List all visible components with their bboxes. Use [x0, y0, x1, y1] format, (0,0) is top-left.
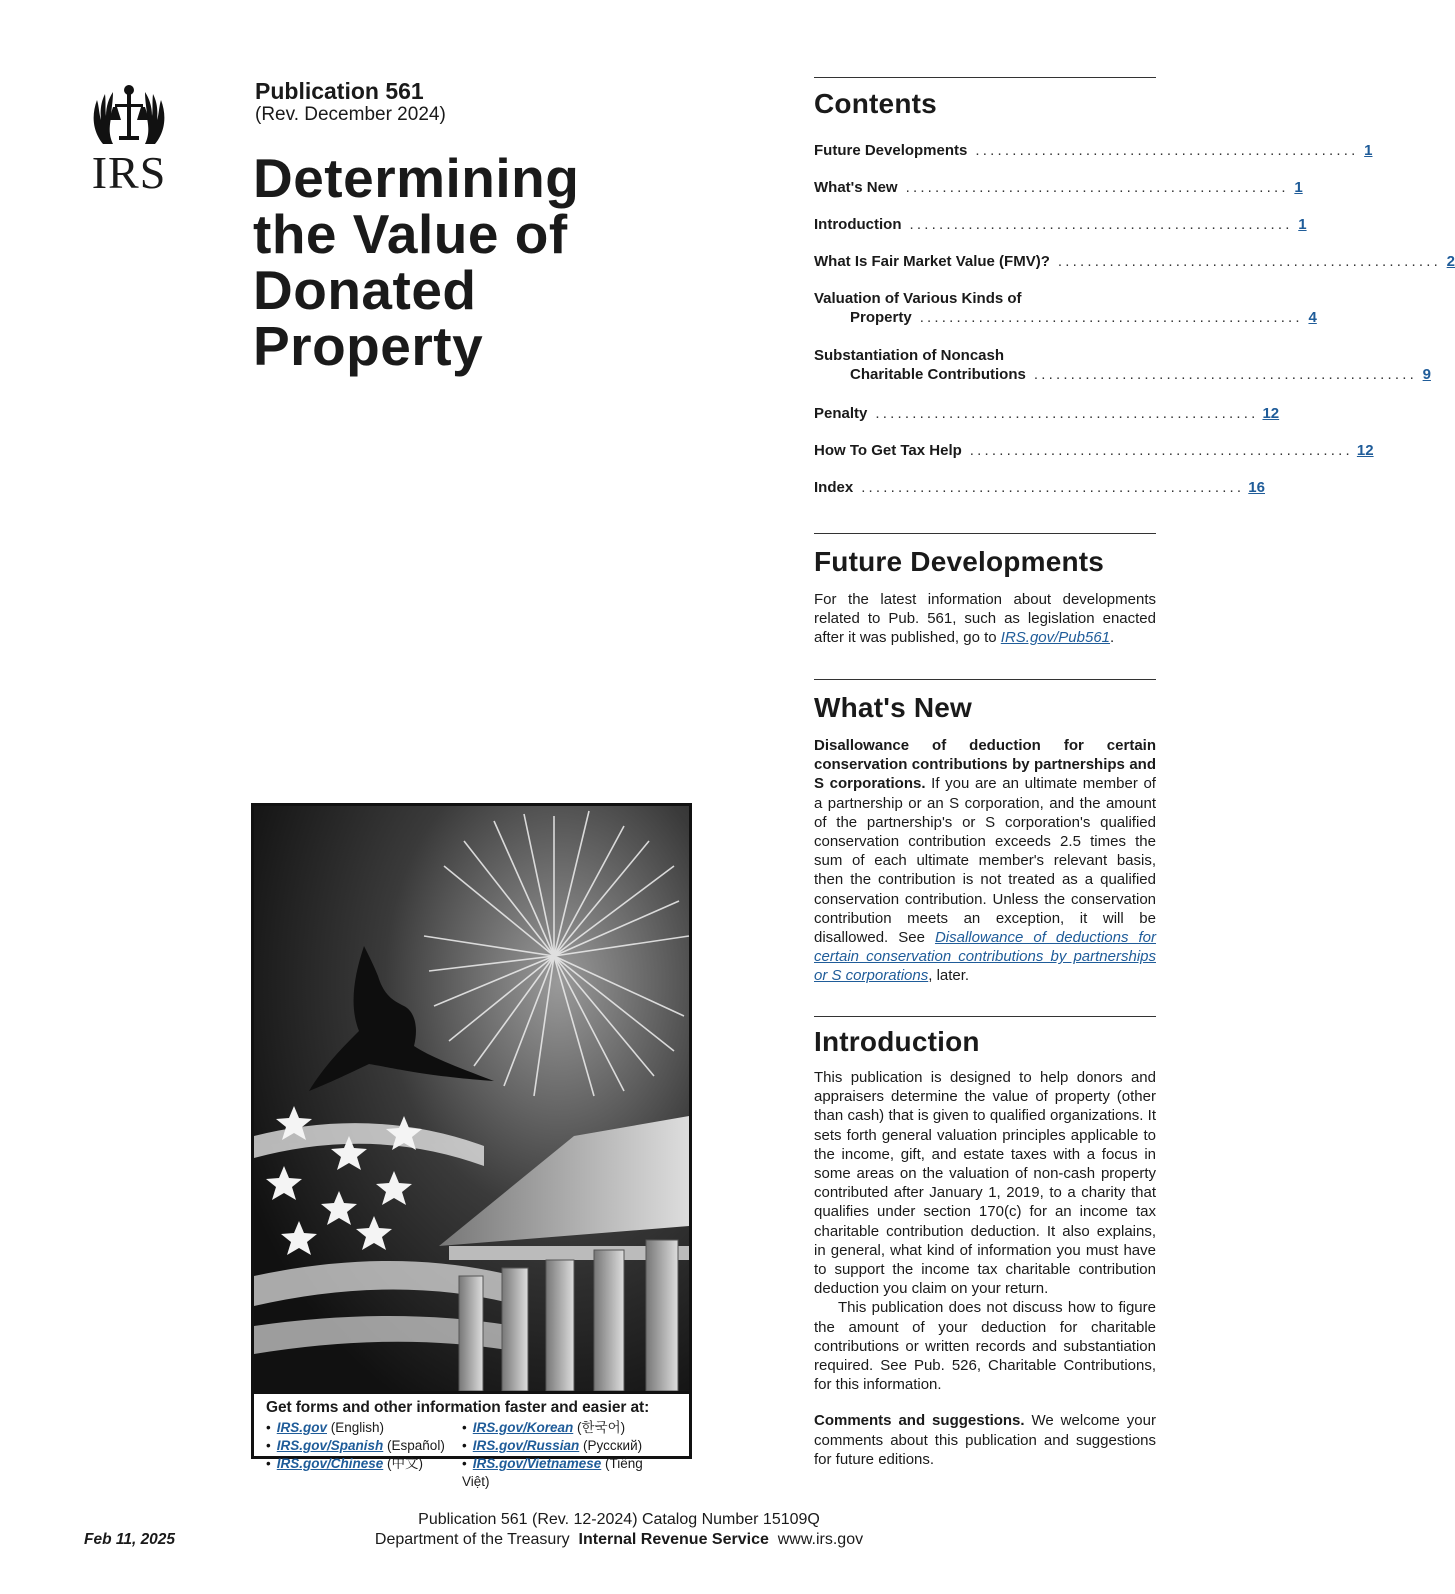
info-link-item: • IRS.gov/Russian (Pусский) — [462, 1437, 662, 1455]
eagle-seal-icon — [89, 80, 169, 148]
toc-item[interactable]: What's New .................................................... 1 — [814, 179, 1303, 196]
info-heading: Get forms and other information faster and easier at: — [266, 1399, 650, 1416]
irs-logo-text: IRS — [91, 147, 167, 198]
toc-page-link[interactable]: 12 — [1356, 442, 1374, 459]
irs-gov-vietnamese-link[interactable]: IRS.gov/Vietnamese — [472, 1456, 602, 1471]
print-date: Feb 11, 2025 — [84, 1531, 176, 1548]
info-link-item: • IRS.gov/Korean (한국어) — [462, 1419, 662, 1437]
divider — [814, 77, 1156, 78]
revision-date: (Rev. December 2024) — [255, 104, 446, 125]
section-heading: Future Developments — [814, 546, 1105, 577]
irs-website-link[interactable]: www.irs.gov — [777, 1531, 864, 1548]
page-title — [253, 147, 673, 377]
info-link-item: • IRS.gov/Vietnamese (Tiếng Việt) — [462, 1455, 662, 1491]
irs-logo — [86, 80, 172, 196]
toc-label: How To Get Tax Help — [814, 442, 962, 459]
info-links — [266, 1419, 677, 1491]
toc-item[interactable]: Substantiation of Noncash Charitable Contributions .................................................... 9 — [814, 347, 1431, 383]
toc-page-link[interactable]: 2 — [1446, 253, 1455, 270]
toc-label: What's New — [814, 179, 898, 196]
toc-label-continued: Charitable Contributions — [850, 366, 1026, 383]
info-box — [254, 1391, 689, 1489]
irs-gov-link[interactable]: IRS.gov — [276, 1420, 327, 1435]
disallowance-link[interactable]: Disallowance of deductions for certain conservation contributions by partnerships or S corporations — [814, 929, 1157, 985]
toc-label: Index — [814, 479, 854, 496]
fireworks-eagle-flag-image — [254, 806, 689, 1391]
intro-paragraph-2: This publication does not discuss how to figure the amount of your deduction for charitable contributions or written records and substantiation required. See Pub. 526, Charitable Contributions, for this information. — [814, 1299, 1156, 1394]
toc-item[interactable]: How To Get Tax Help .................................................... 12 — [814, 442, 1374, 459]
footer-catalog-line: Publication 561 (Rev. 12-2024) Catalog Number 15109Q — [418, 1511, 820, 1528]
divider — [814, 533, 1156, 534]
publication-number: Publication 561 — [255, 78, 424, 104]
contents-heading: Contents — [814, 88, 937, 119]
toc-label: Future Developments — [814, 142, 968, 159]
toc-label-continued: Property — [850, 309, 912, 326]
irs-gov-russian-link[interactable]: IRS.gov/Russian — [472, 1438, 580, 1453]
intro-paragraph-1: This publication is designed to help donors and appraisers determine the value of property (other than cash) that is given to qualified organizations. It sets forth general valuation principles applicable to the income, gift, and estate taxes with a focus in some areas on the valuation of non-cash property contributed after January 1, 2019, to a charity that qualifies under section 170(c) for an income tax charitable contribution deduction. It also explains, in general, what kind of information you must have to support the income tax charitable contribution deduction you claim on your return. — [814, 1069, 1156, 1298]
section-heading: What's New — [814, 692, 973, 723]
section-body: Disallowance of deduction for certain conservation contributions by partnerships and S corporations. If you are an ultimate member of a partnership or an S corporation, and the amount of the partnership's or S corporation's qualified conservation contribution exceeds 2.5 times the sum of each ultimate member's relevant basis, then the contribution is not treated as a qualified conservation contribution. Unless the conservation contribution meets an exception, it will be disallowed. See Disallowance of deductions for certain conservation contributions by partnerships or S corporations, later. — [814, 737, 1157, 985]
info-link-item: • IRS.gov/Chinese (中文) — [266, 1455, 462, 1491]
title-line: Determining — [253, 147, 580, 209]
bold-lead: Disallowance of deduction for certain conservation contributions by partnerships and S corporations. — [814, 737, 1156, 793]
toc-page-link[interactable]: 1 — [1294, 179, 1303, 196]
pub561-link[interactable]: IRS.gov/Pub561 — [1000, 629, 1111, 647]
toc-page-link[interactable]: 1 — [1298, 216, 1307, 233]
divider — [814, 1016, 1156, 1017]
toc-label: Substantiation of Noncash — [814, 347, 1005, 364]
title-line: Property — [253, 315, 484, 377]
toc-label: What Is Fair Market Value (FMV)? — [814, 253, 1050, 270]
irs-gov-korean-link[interactable]: IRS.gov/Korean — [472, 1420, 574, 1435]
toc-item[interactable]: Future Developments .................................................... 1 — [814, 142, 1373, 159]
toc-page-link[interactable]: 12 — [1262, 405, 1280, 422]
toc-page-link[interactable]: 9 — [1422, 366, 1431, 383]
toc-label: Penalty — [814, 405, 868, 422]
introduction-section — [814, 1026, 1156, 1469]
comments-paragraph: Comments and suggestions. We welcome your comments about this publication and suggestions for future editions. — [814, 1412, 1156, 1468]
toc-item[interactable]: Introduction .................................................... 1 — [814, 216, 1307, 233]
toc-item[interactable]: What Is Fair Market Value (FMV)? .................................................... 2 — [814, 253, 1455, 270]
footer-department-line: Department of the Treasury Internal Revenue Service www.irs.gov — [374, 1531, 864, 1548]
toc-item[interactable]: Valuation of Various Kinds of Property .................................................... 4 — [814, 290, 1317, 326]
toc-label: Valuation of Various Kinds of — [814, 290, 1022, 307]
irs-gov-spanish-link[interactable]: IRS.gov/Spanish — [276, 1438, 384, 1453]
info-link-item: • IRS.gov (English) — [266, 1419, 462, 1437]
section-body: For the latest information about developments related to Pub. 561, such as legislation enacted after it was published, go to IRS.gov/Pub561. — [814, 591, 1156, 647]
toc-page-link[interactable]: 16 — [1248, 479, 1265, 496]
future-developments-section — [814, 546, 1156, 648]
irs-gov-chinese-link[interactable]: IRS.gov/Chinese — [276, 1456, 384, 1471]
info-link-item: • IRS.gov/Spanish (Español) — [266, 1437, 462, 1455]
cover-image-box — [251, 803, 692, 1489]
toc-label: Introduction — [814, 216, 902, 233]
toc-page-link[interactable]: 4 — [1308, 309, 1317, 326]
whats-new-section — [814, 692, 1156, 986]
section-heading: Introduction — [814, 1026, 980, 1057]
title-line: the Value of — [253, 203, 568, 265]
toc-page-link[interactable]: 1 — [1364, 142, 1373, 159]
toc-item[interactable]: Penalty .................................................... 12 — [814, 405, 1280, 422]
toc-item[interactable]: Index .................................................... 16 — [814, 479, 1265, 496]
divider — [814, 679, 1156, 680]
title-line: Donated — [253, 259, 477, 321]
